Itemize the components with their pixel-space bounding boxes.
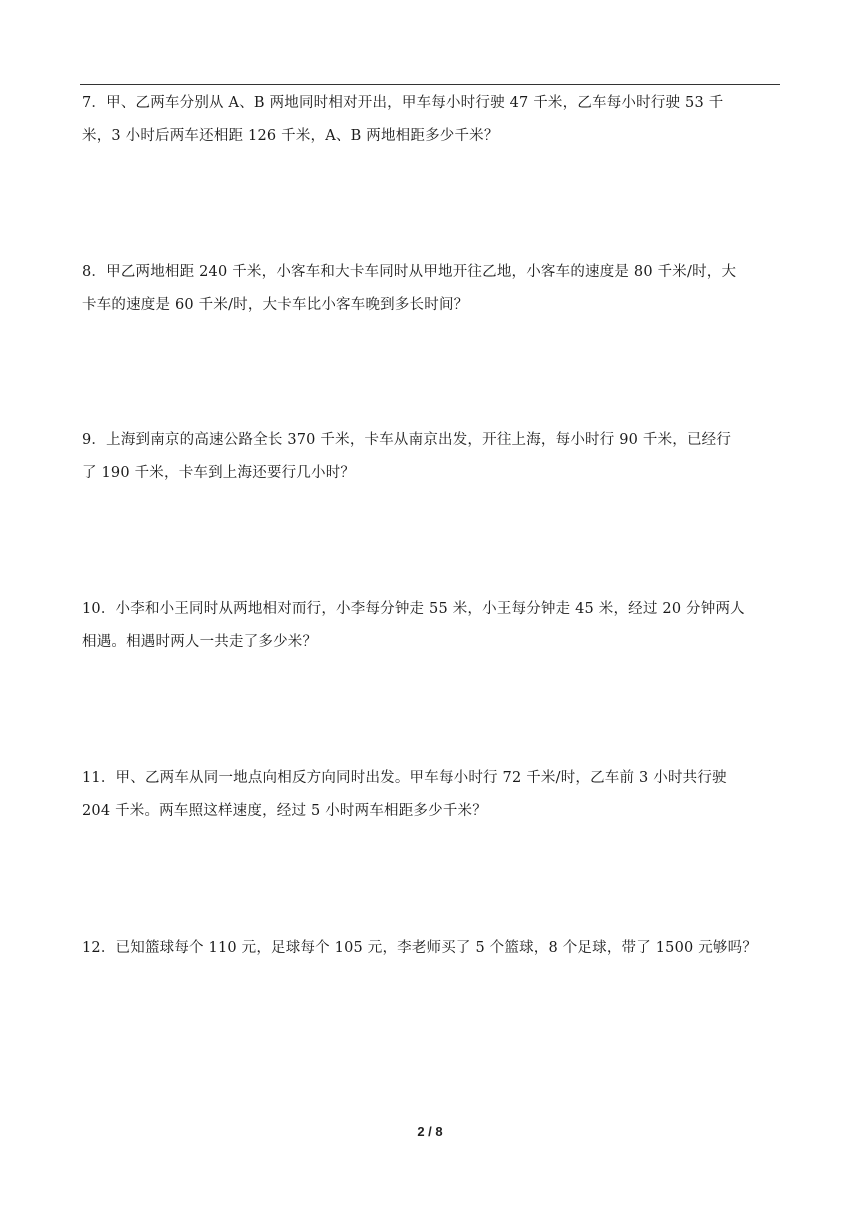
question-10-line-1: 10．小李和小王同时从两地相对而行，小李每分钟走 55 米，小王每分钟走 45 米，经过 20 分钟两人 xyxy=(82,601,745,617)
question-11-line-2: 204 千米。两车照这样速度，经过 5 小时两车相距多少千米？ xyxy=(82,803,487,819)
question-8-line-1: 8．甲乙两地相距 240 千米，小客车和大卡车同时从甲地开往乙地，小客车的速度是 80 千米/时，大 xyxy=(82,264,737,280)
page-number: 2 / 8 xyxy=(417,1124,443,1139)
header-rule xyxy=(80,84,780,85)
question-8 xyxy=(82,256,782,322)
question-9-line-1: 9．上海到南京的高速公路全长 370 千米，卡车从南京出发，开往上海，每小时行 90 千米，已经行 xyxy=(82,432,732,448)
question-11-line-1: 11．甲、乙两车从同一地点向相反方向同时出发。甲车每小时行 72 千米/时，乙车前 3 小时共行驶 xyxy=(82,770,727,786)
question-7-line-2: 米，3 小时后两车还相距 126 千米，A、B 两地相距多少千米？ xyxy=(82,128,499,144)
question-11 xyxy=(82,762,782,828)
question-9 xyxy=(82,424,782,490)
question-12 xyxy=(82,932,782,965)
question-10 xyxy=(82,593,782,659)
question-7-line-1: 7．甲、乙两车分别从 A、B 两地同时相对开出，甲车每小时行驶 47 千米，乙车每小时行驶 53 千 xyxy=(82,95,724,111)
question-12-line-1: 12．已知篮球每个 110 元，足球每个 105 元，李老师买了 5 个篮球，8 个足球，带了 1500 元够吗？ xyxy=(82,940,758,956)
question-8-line-2: 卡车的速度是 60 千米/时，大卡车比小客车晚到多长时间？ xyxy=(82,297,469,313)
question-10-line-2: 相遇。相遇时两人一共走了多少米？ xyxy=(82,634,318,650)
question-9-line-2: 了 190 千米，卡车到上海还要行几小时？ xyxy=(82,465,356,481)
question-7 xyxy=(82,87,782,153)
